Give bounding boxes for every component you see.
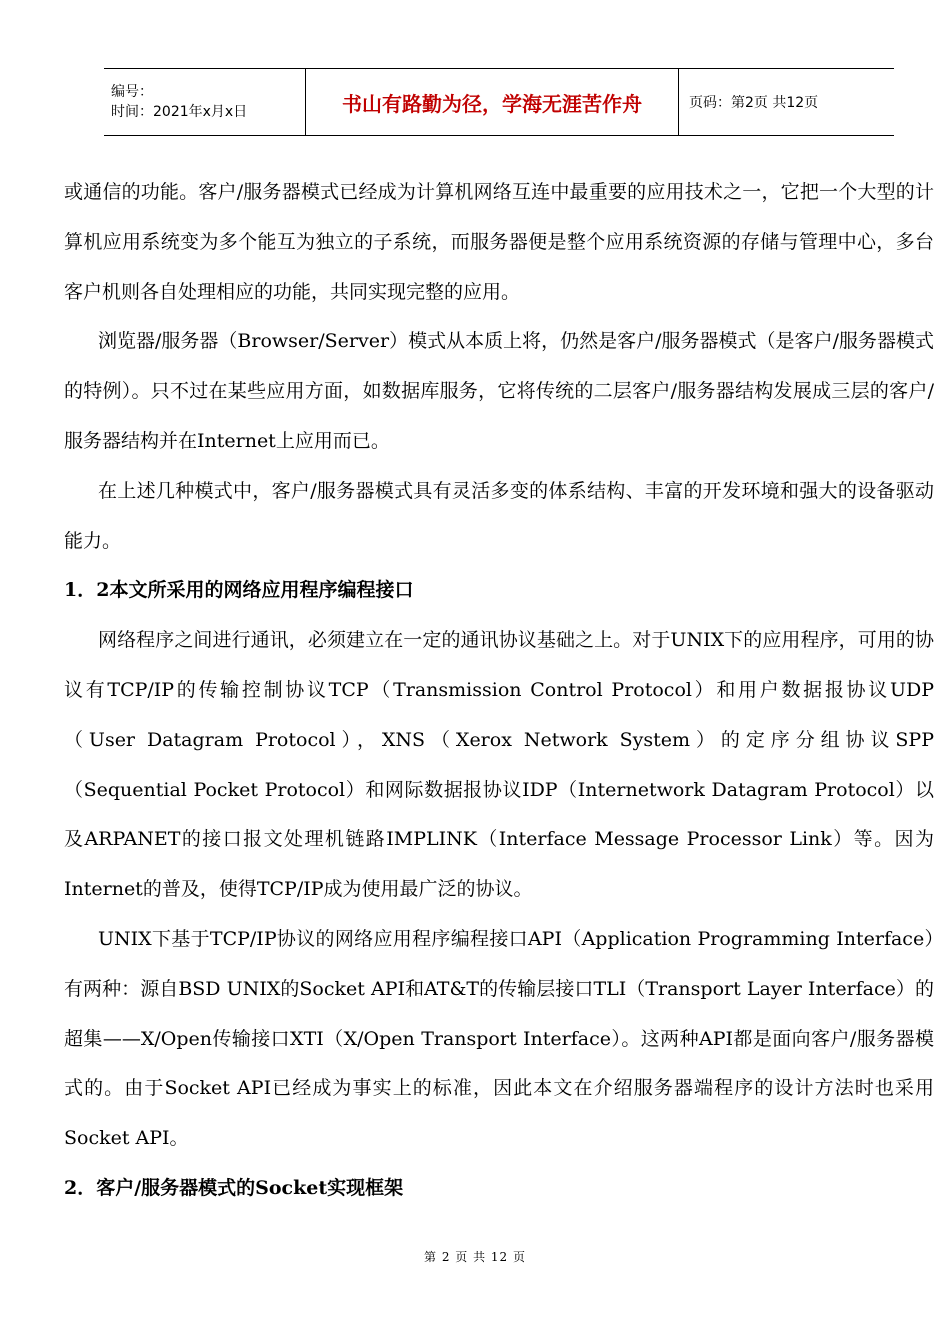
header-motto: 书山有路勤为径，学海无涯苦作舟 [305, 69, 679, 135]
paragraph: 网络程序之间进行通讯，必须建立在一定的通讯协议基础之上。对于UNIX下的应用程序，可用的协议有TCP/IP的传输控制协议TCP（Transmission Control Protocol）和用户数据报协议UDP（User Datagram Protocol），XNS（Xerox Network System）的定序分组协议SPP（Sequential Pocket Protocol）和网际数据报协议IDP（Internetwork Datagram Protocol）以及ARPANET的接口报文处理机链路IMPLINK（Interface Message Processor Link）等。因为Internet的普及，使得TCP/IP成为使用最广泛的协议。 [64, 629, 934, 901]
paragraph: 或通信的功能。客户/服务器模式已经成为计算机网络互连中最重要的应用技术之一，它把一个大型的计算机应用系统变为多个能互为独立的子系统，而服务器便是整个应用系统资源的存储与管理中心，多台客户机则各自处理相应的功能，共同实现完整的应用。 [64, 181, 934, 303]
paragraph: 在上述几种模式中，客户/服务器模式具有灵活多变的体系结构、丰富的开发环境和强大的设备驱动能力。 [64, 479, 934, 552]
header-meta [104, 69, 305, 135]
section-heading: 1．2本文所采用的网络应用程序编程接口 [64, 579, 414, 602]
paragraph: 浏览器/服务器（Browser/Server）模式从本质上将，仍然是客户/服务器模式（是客户/服务器模式的特例）。只不过在某些应用方面，如数据库服务，它将传统的二层客户/服务器结构发展成三层的客户/服务器结构并在Internet上应用而已。 [64, 330, 934, 452]
document-body [64, 168, 934, 1214]
header-page-info: 页码：第2页 共12页 [689, 95, 819, 111]
document-number-label: 编号： [111, 84, 153, 100]
document-time-label: 时间：2021年x月x日 [111, 104, 248, 120]
paragraph: UNIX下基于TCP/IP协议的网络应用程序编程接口API（Application Programming Interface）有两种：源自BSD UNIX的Socket API和AT&T的传输层接口TLI（Transport Layer Interface）的超集——X/Open传输接口XTI（X/Open Transport Interface）。这两种API都是面向客户/服务器模式的。由于Socket API已经成为事实上的标准，因此本文在介绍服务器端程序的设计方法时也采用Socket API。 [64, 927, 934, 1150]
page-footer: 第 2 页 共 12 页 [424, 1250, 526, 1264]
page-header [104, 68, 894, 136]
section-heading: 2．客户/服务器模式的Socket实现框架 [64, 1176, 404, 1199]
